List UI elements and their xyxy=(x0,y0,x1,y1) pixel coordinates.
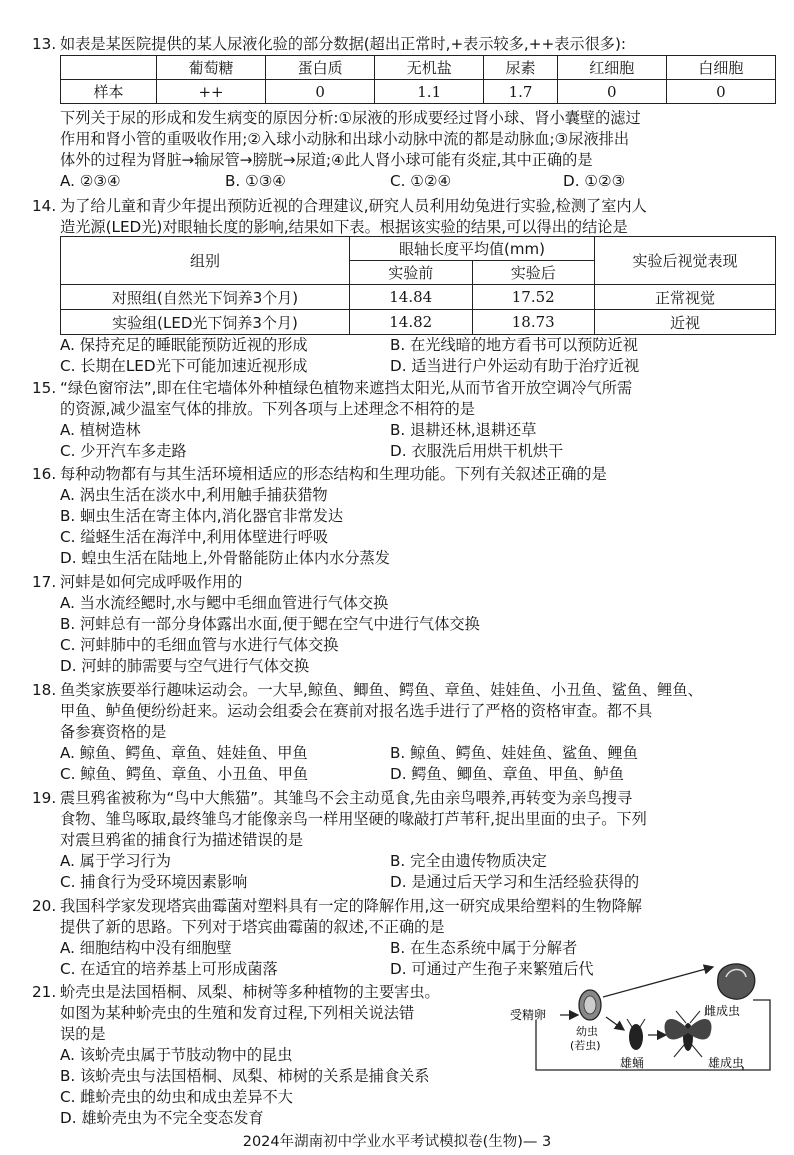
larva-icon xyxy=(579,990,601,1020)
female-scale-icon xyxy=(718,964,755,999)
table-header-cell xyxy=(61,56,157,80)
scale-insect-lifecycle-diagram xyxy=(508,955,778,1090)
label-male-adult: 雄成虫 xyxy=(708,1056,745,1070)
table-cell: 0 xyxy=(666,80,775,104)
question-text: 误的是 xyxy=(60,1025,106,1043)
option-c: C. 在适宜的培养基上可形成菌落 xyxy=(60,960,278,978)
question-number: 18. xyxy=(32,681,57,699)
question-text: 河蚌是如何完成呼吸作用的 xyxy=(60,573,243,591)
question-13 xyxy=(32,34,778,55)
option-c: C. 鲸鱼、鳄鱼、章鱼、小丑鱼、甲鱼 xyxy=(60,765,309,783)
cycle-female-line xyxy=(743,1000,770,1070)
option-d: D. 是通过后天学习和生活经验获得的 xyxy=(390,873,640,891)
table-cell: 对照组(自然光下饲养3个月) xyxy=(61,285,350,310)
table-cell: 1.1 xyxy=(375,80,484,104)
urine-test-table xyxy=(60,55,776,104)
question-16 xyxy=(32,464,778,569)
table-cell: 实验组(LED光下饲养3个月) xyxy=(61,310,350,335)
table-cell: 14.82 xyxy=(350,310,473,335)
option-c: C. 长期在LED光下可能加速近视形成 xyxy=(60,357,308,375)
option-c: C. 雌蚧壳虫的幼虫和成虫差异不大 xyxy=(60,1088,293,1106)
label-nymph: (若虫) xyxy=(570,1039,601,1052)
option-b: B. 该蚧壳虫与法国梧桐、凤梨、柿树的关系是捕食关系 xyxy=(60,1067,430,1085)
table-row xyxy=(61,285,776,310)
label-male-pupa: 雄蛹 xyxy=(620,1056,645,1070)
page-footer: 2024年湖南初中学业水平考试模拟卷(生物)— 3 xyxy=(242,1134,552,1150)
question-text: 的资源,减少温室气体的排放。下列各项与上述理念不相符的是 xyxy=(60,400,475,418)
table-header-cell: 实验后视觉表现 xyxy=(595,237,776,285)
question-text: 为了给儿童和青少年提出预防近视的合理建议,研究人员利用幼兔进行实验,检测了室内人 xyxy=(60,197,647,215)
option-a: A. 细胞结构中没有细胞壁 xyxy=(60,939,232,957)
question-number: 13. xyxy=(32,35,57,53)
question-number: 21. xyxy=(32,983,57,1001)
question-text: 震旦鸦雀被称为“鸟中大熊猫”。其雏鸟不会主动觅食,先由亲鸟喂养,再转变为亲鸟搜寻 xyxy=(60,789,633,807)
option-d: D. 河蚌的肺需要与空气进行气体交换 xyxy=(60,657,310,675)
option-d: D. 衣服洗后用烘干机烘干 xyxy=(390,442,564,460)
question-text: “绿色窗帘法”,即在住宅墙体外种植绿色植物来遮挡太阳光,从而节省开放空调冷气所需 xyxy=(60,379,633,397)
option-b: B. 蛔虫生活在寄主体内,消化器官非常发达 xyxy=(60,507,344,525)
option-d: D. 可通过产生孢子来繁殖后代 xyxy=(390,960,594,978)
option-a: A. 当水流经鳃时,水与鳃中毛细血管进行气体交换 xyxy=(60,594,389,612)
option-c: C. ①②④ xyxy=(390,172,452,190)
arrow-larva-to-female xyxy=(603,967,713,997)
question-text: 作用和肾小管的重吸收作用;②入球小动脉和出球小动脉中流的都是动脉血;③尿液排出 xyxy=(60,130,630,148)
option-c: C. 少开汽车多走路 xyxy=(60,442,187,460)
option-c: C. 捕食行为受环境因素影响 xyxy=(60,873,248,891)
question-14 xyxy=(32,196,778,238)
option-b: B. 退耕还林,退耕还草 xyxy=(390,421,537,439)
question-stem: 如表是某医院提供的某人尿液化验的部分数据(超出正常时,+表示较多,++表示很多): xyxy=(60,35,626,53)
options xyxy=(60,171,778,192)
question-19 xyxy=(32,788,778,893)
table-cell: ++ xyxy=(157,80,266,104)
option-d: D. 适当进行户外运动有助于治疗近视 xyxy=(390,357,640,375)
question-text: 提供了新的思路。下列对于塔宾曲霉菌的叙述,不正确的是 xyxy=(60,918,445,936)
question-21 xyxy=(32,982,500,1129)
table-cell: 正常视觉 xyxy=(595,285,776,310)
option-a: A. 属于学习行为 xyxy=(60,852,171,870)
question-text: 我国科学家发现塔宾曲霉菌对塑料具有一定的降解作用,这一研究成果给塑料的生物降解 xyxy=(60,897,642,915)
table-header-cell: 蛋白质 xyxy=(266,56,375,80)
table-header-cell: 实验后 xyxy=(472,261,595,285)
table-header-cell: 实验前 xyxy=(350,261,473,285)
table-header-cell: 眼轴长度平均值(mm) xyxy=(350,237,595,261)
question-number: 16. xyxy=(32,465,57,483)
table-cell: 0 xyxy=(266,80,375,104)
label-female-adult: 雌成虫 xyxy=(704,1004,741,1018)
table-header-cell: 白细胞 xyxy=(666,56,775,80)
option-d: D. 鳄鱼、鲫鱼、章鱼、甲鱼、鲈鱼 xyxy=(390,765,624,783)
question-17 xyxy=(32,572,778,677)
table-header-cell: 葡萄糖 xyxy=(157,56,266,80)
option-d: D. 蝗虫生活在陆地上,外骨骼能防止体内水分蒸发 xyxy=(60,549,390,567)
question-15 xyxy=(32,378,778,462)
question-text: 鱼类家族要举行趣味运动会。一大早,鲸鱼、鲫鱼、鳄鱼、章鱼、娃娃鱼、小丑鱼、鲨鱼、鲤鱼、 xyxy=(60,681,703,699)
question-13-body xyxy=(60,108,778,192)
question-text: 备参赛资格的是 xyxy=(60,723,167,741)
table-header-cell: 无机盐 xyxy=(375,56,484,80)
question-text: 造光源(LED光)对眼轴长度的影响,结果如下表。根据该实验的结果,可以得出的结论是 xyxy=(60,218,628,236)
option-a: A. 鲸鱼、鳄鱼、章鱼、娃娃鱼、甲鱼 xyxy=(60,744,308,762)
table-header-cell: 组别 xyxy=(61,237,350,285)
table-row xyxy=(61,310,776,335)
question-text: 蚧壳虫是法国梧桐、凤梨、柿树等多种植物的主要害虫。 xyxy=(60,983,440,1001)
question-text: 如图为某种蚧壳虫的生殖和发育过程,下列相关说法错 xyxy=(60,1004,415,1022)
option-b: B. 河蚌总有一部分身体露出水面,便于鳃在空气中进行气体交换 xyxy=(60,615,480,633)
question-text: 对震旦鸦雀的捕食行为描述错误的是 xyxy=(60,831,303,849)
question-number: 15. xyxy=(32,379,57,397)
option-b: B. 在光线暗的地方看书可以预防近视 xyxy=(390,336,638,354)
option-c: C. 缢蛏生活在海洋中,利用体壁进行呼吸 xyxy=(60,528,329,546)
question-number: 14. xyxy=(32,197,57,215)
table-cell: 17.52 xyxy=(472,285,595,310)
option-d: D. 雄蚧壳虫为不完全变态发育 xyxy=(60,1109,264,1127)
option-b: B. 完全由遗传物质决定 xyxy=(390,852,547,870)
option-c: C. 河蚌肺中的毛细血管与水进行气体交换 xyxy=(60,636,339,654)
question-number: 17. xyxy=(32,573,57,591)
question-14-options xyxy=(60,335,778,377)
question-text: 体外的过程为肾脏→输尿管→膀胱→尿道;④此人肾小球可能有炎症,其中正确的是 xyxy=(60,151,593,169)
table-cell: 1.7 xyxy=(484,80,558,104)
option-b: B. 在生态系统中属于分解者 xyxy=(390,939,578,957)
arrow-larva-to-pupa xyxy=(606,1017,624,1030)
question-number: 20. xyxy=(32,897,57,915)
option-a: A. 植树造林 xyxy=(60,421,141,439)
option-a: A. 该蚧壳虫属于节肢动物中的昆虫 xyxy=(60,1046,293,1064)
option-a: A. 保持充足的睡眠能预防近视的形成 xyxy=(60,336,308,354)
table-cell: 近视 xyxy=(595,310,776,335)
male-pupa-icon xyxy=(627,1019,645,1050)
question-18 xyxy=(32,680,778,785)
table-row xyxy=(61,80,776,104)
question-text: 甲鱼、鲈鱼便纷纷赶来。运动会组委会在赛前对报名选手进行了严格的资格审查。都不具 xyxy=(60,702,653,720)
label-larva: 幼虫 xyxy=(576,1025,598,1038)
table-cell: 0 xyxy=(557,80,666,104)
table-cell: 样本 xyxy=(61,80,157,104)
option-a: A. ②③④ xyxy=(60,172,121,190)
table-cell: 14.84 xyxy=(350,285,473,310)
question-number: 19. xyxy=(32,789,57,807)
option-a: A. 涡虫生活在淡水中,利用触手捕获猎物 xyxy=(60,486,328,504)
option-b: B. ①③④ xyxy=(225,172,286,190)
question-text: 食物、雏鸟啄取,最终雏鸟才能像亲鸟一样用坚硬的喙敲打芦苇秆,捉出里面的虫子。下列 xyxy=(60,810,647,828)
question-text: 每种动物都有与其生活环境相适应的形态结构和生理功能。下列有关叙述正确的是 xyxy=(60,465,607,483)
table-header-cell: 尿素 xyxy=(484,56,558,80)
option-d: D. ①②③ xyxy=(563,172,626,190)
question-text: 下列关于尿的形成和发生病变的原因分析:①尿液的形成要经过肾小球、肾小囊壁的滤过 xyxy=(60,109,641,127)
eye-axis-table xyxy=(60,236,776,335)
option-b: B. 鲸鱼、鳄鱼、娃娃鱼、鲨鱼、鲤鱼 xyxy=(390,744,638,762)
table-cell: 18.73 xyxy=(472,310,595,335)
table-header-cell: 红细胞 xyxy=(557,56,666,80)
label-egg: 受精卵 xyxy=(510,1008,547,1022)
